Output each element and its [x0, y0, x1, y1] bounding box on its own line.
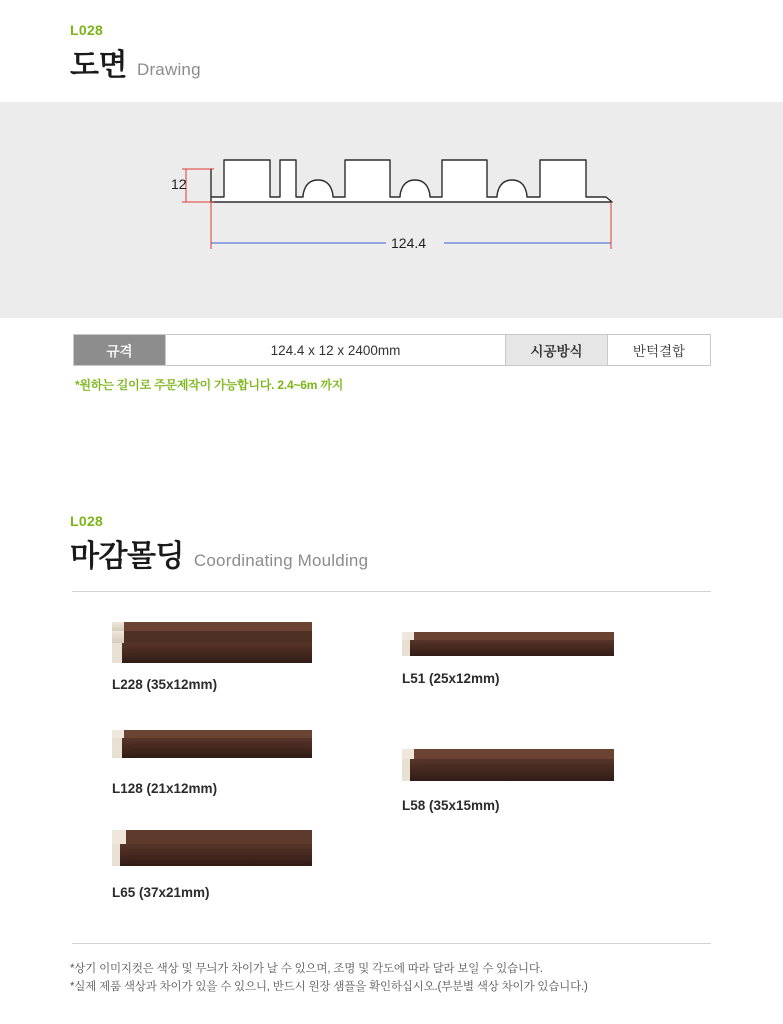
- footnotes: [70, 960, 588, 997]
- moulding-label-l65: L65 (37x21mm): [112, 885, 210, 900]
- profile-outline: [211, 160, 612, 202]
- moulding-item-l128[interactable]: [72, 720, 402, 796]
- moulding-swatch-l128: [72, 720, 402, 772]
- custom-length-note: *원하는 길이로 주문제작이 가능합니다. 2.4~6m 까지: [75, 378, 344, 392]
- drawing-section-header: [0, 0, 783, 84]
- drawing-product-code: L028: [70, 22, 104, 38]
- moulding-label-l128: L128 (21x12mm): [112, 781, 218, 796]
- footer-divider: [72, 943, 711, 944]
- moulding-column-left: [72, 616, 402, 928]
- moulding-item-l228[interactable]: [72, 616, 402, 692]
- moulding-label-l51: L51 (25x12mm): [402, 671, 500, 686]
- technical-drawing-panel: [0, 102, 783, 318]
- moulding-title-en: Coordinating Moulding: [193, 551, 369, 570]
- moulding-grid: [0, 616, 783, 928]
- footnote-line-2: *실제 제품 색상과 차이가 있을 수 있으니, 반드시 원장 샘플을 확인하십시오.(부분별 색상 차이가 있습니다.): [70, 981, 588, 994]
- moulding-title-ko: 마감몰딩: [70, 540, 184, 573]
- spec-value-method: 반턱결합: [608, 335, 711, 366]
- footnote-line-1: *상기 이미지컷은 색상 및 무늬가 차이가 날 수 있으며, 조명 및 각도에 따라 달라 보일 수 있습니다.: [70, 963, 543, 975]
- moulding-label-l228: L228 (35x12mm): [112, 677, 218, 692]
- moulding-item-l51[interactable]: [402, 624, 732, 686]
- moulding-title-row: [70, 531, 783, 575]
- profile-drawing-svg: [0, 102, 783, 318]
- drawing-title-ko: 도면: [70, 49, 127, 82]
- drawing-title-en: Drawing: [136, 60, 201, 79]
- moulding-swatch-l58: [402, 745, 732, 789]
- moulding-swatch-l65: [72, 824, 402, 876]
- moulding-swatch-l51: [402, 624, 732, 662]
- table-row: [74, 335, 711, 366]
- spec-table: [73, 334, 711, 366]
- section-divider: [72, 591, 711, 592]
- moulding-column-right: [402, 616, 732, 928]
- spec-section: [0, 318, 783, 393]
- moulding-section-header: [0, 513, 783, 575]
- moulding-swatch-l228: [72, 616, 402, 668]
- height-dimension-label: 12: [171, 176, 187, 192]
- moulding-row-1: [72, 616, 783, 928]
- spec-label-size: 규격: [74, 335, 166, 366]
- moulding-label-l58: L58 (35x15mm): [402, 798, 500, 813]
- spec-label-method: 시공방식: [506, 335, 608, 366]
- moulding-item-l58[interactable]: [402, 745, 732, 813]
- moulding-product-code: L028: [70, 513, 104, 529]
- moulding-item-l65[interactable]: [72, 824, 402, 900]
- spec-value-size: 124.4 x 12 x 2400mm: [166, 335, 506, 366]
- drawing-title-row: [70, 40, 783, 84]
- width-dimension-label: 124.4: [391, 235, 427, 251]
